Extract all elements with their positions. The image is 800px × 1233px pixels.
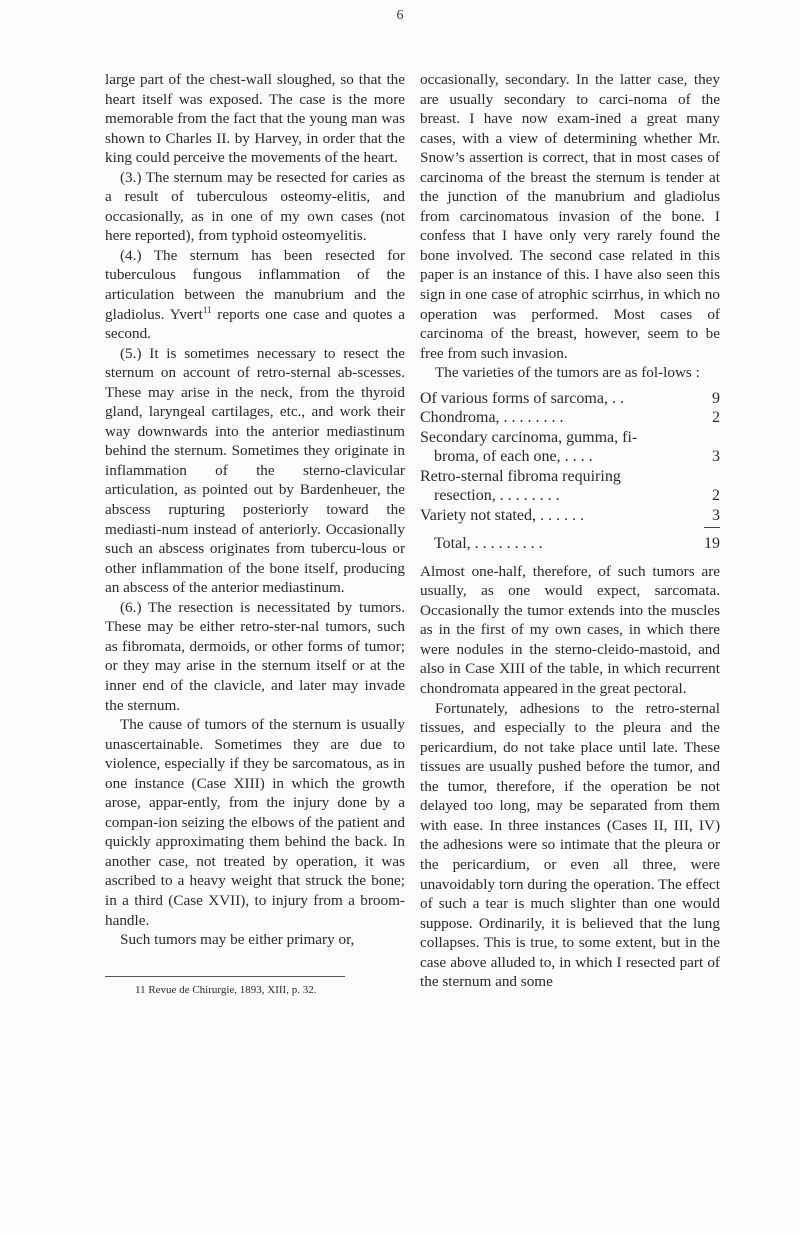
paragraph: The cause of tumors of the sternum is usually unascertainable. Sometimes they are due to violence, especially if they be sarcomatous, as in one instance (Case XIII) in which the growth arose, appar-ently, from the injury done by a compan-ion seizing the elbows of the patient and quickly approximating them behind the back. In another case, not treated by operation, it was ascribed to a heavy weight that struck the bone; in a third (Case XVII), to injury from a broom-handle. bbox=[105, 716, 405, 929]
row-value: 3 bbox=[712, 506, 720, 524]
paragraph: (3.) The sternum may be resected for caries as a result of tuberculous osteomy-elitis, and occasionally, as in one of my own cases (not here reported), from typhoid osteomyelitis. bbox=[105, 168, 405, 245]
row-label: resection, . . . . . . . . bbox=[434, 487, 560, 505]
paragraph: (5.) It is sometimes necessary to resect the sternum on account of retro-sternal ab-scesses. These may arise in the neck, from the thyroid gland, laryngeal cartilages, etc., and work their way downwards into the anterior mediastinum behind the sternum. Sometimes they originate in inflammation of the sterno-clavicular articulation, as pointed out by Bardenheuer, the abscess rupturing posteriorly toward the mediasti-num instead of anteriorly. Occasionally such an abscess originates from tubercu-lous or other inflammation of the bone itself, producing an abscess of the anterior mediastinum. bbox=[105, 344, 405, 597]
table-row bbox=[420, 506, 720, 526]
paragraph-text: (4.) The sternum has been resected for tuberculous fungous inflammation of the articulation between the manubrium and the gladiolus. Yvert bbox=[105, 246, 405, 323]
paragraph: occasionally, secondary. In the latter case, they are usually secondary to carci-noma of the breast. I have now exam-ined a great many cases, with a view of determining whether Mr. Snow’s assertion is correct, that in most cases of carcinoma of the breast the sternum is tender at the junction of the manubrium and gladiolus from carcinomatous invasion of the bone. I confess that I have only very rarely found the bone involved. The second case related in this paper is an instance of this. I have also seen this sign in one case of atrophic scirrhus, in which no operation was performed. Most cases of carcinoma of the breast, however, seem to be free from such invasion. bbox=[420, 71, 720, 362]
row-label: Retro-sternal fibroma requiring bbox=[420, 467, 621, 485]
paragraph-text: reports one case and quotes a second. bbox=[105, 305, 405, 343]
table-row bbox=[420, 408, 720, 428]
footnote: 11 Revue de Chirurgie, 1893, XIII, p. 32. bbox=[135, 983, 317, 996]
paragraph: Almost one-half, therefore, of such tumors are usually, as one would expect, sarcomata. Occasionally the tumor extends into the muscles as in the first of my own cases, in which there were nodules in the sterno-cleido-mastoid, and also in Case XIII of the table, in which recurrent chondromata appeared in the great pectoral. bbox=[420, 562, 720, 698]
table-row bbox=[420, 389, 720, 409]
total-divider bbox=[704, 527, 720, 528]
tumor-varieties-table bbox=[420, 389, 720, 554]
footnote-ref: 11 bbox=[202, 304, 212, 315]
total-label: Total, . . . . . . . . . bbox=[434, 535, 543, 553]
row-value: 2 bbox=[712, 409, 720, 427]
row-label: Of various forms of sarcoma, . . bbox=[420, 389, 624, 407]
total-row bbox=[420, 534, 720, 554]
paragraph-yvert bbox=[105, 246, 405, 344]
paragraph: Fortunately, adhesions to the retro-sternal tissues, and especially to the pleura and the pericardium, do not take place until late. These tissues are usually pushed before the tumor, and the tumor, therefore, if the operation be not delayed too long, may be separated from them with ease. In three instances (Cases II, III, IV) the adhesions were so intimate that the pleura or the pericardium, or even all three, were unavoidably torn during the operation. The effect of such a tear is much slighter than one would suppose. Ordinarily, it is believed that the lung collapses. This is true, to some extent, but in the case above alluded to, in which I resected part of the sternum and some bbox=[420, 699, 720, 991]
row-value: 9 bbox=[712, 389, 720, 407]
left-column bbox=[105, 70, 405, 997]
paragraph: large part of the chest-wall sloughed, so that the heart itself was exposed. The case is the more memorable from the fact that the young man was shown to Charles II. by Harvey, in order that the king could perceive the movements of the heart. bbox=[105, 71, 405, 167]
row-value bbox=[704, 428, 720, 448]
table-row bbox=[420, 447, 720, 467]
table-row bbox=[420, 428, 720, 448]
page-number: 6 bbox=[396, 8, 404, 23]
table-row bbox=[420, 467, 720, 487]
row-label: Chondroma, . . . . . . . . bbox=[420, 409, 564, 427]
right-column bbox=[420, 70, 720, 992]
row-value: 2 bbox=[712, 487, 720, 505]
total-value: 19 bbox=[704, 535, 720, 553]
paragraph: Such tumors may be either primary or, bbox=[120, 931, 355, 949]
row-value bbox=[704, 467, 720, 487]
paragraph: (6.) The resection is necessitated by tumors. These may be either retro-ster-nal tumors, such as fibromata, dermoids, or other forms of tumor; or they may arise in the sternum itself or at the inner end of the clavicle, and later may invade the sternum. bbox=[105, 598, 405, 714]
row-label: broma, of each one, . . . . bbox=[434, 448, 593, 466]
footnote-divider bbox=[105, 976, 345, 977]
row-label: Secondary carcinoma, gumma, fi- bbox=[420, 428, 638, 446]
paragraph: The varieties of the tumors are as fol-lows : bbox=[435, 364, 700, 382]
row-value: 3 bbox=[712, 448, 720, 466]
row-label: Variety not stated, . . . . . . bbox=[420, 506, 584, 524]
table-row bbox=[420, 486, 720, 506]
